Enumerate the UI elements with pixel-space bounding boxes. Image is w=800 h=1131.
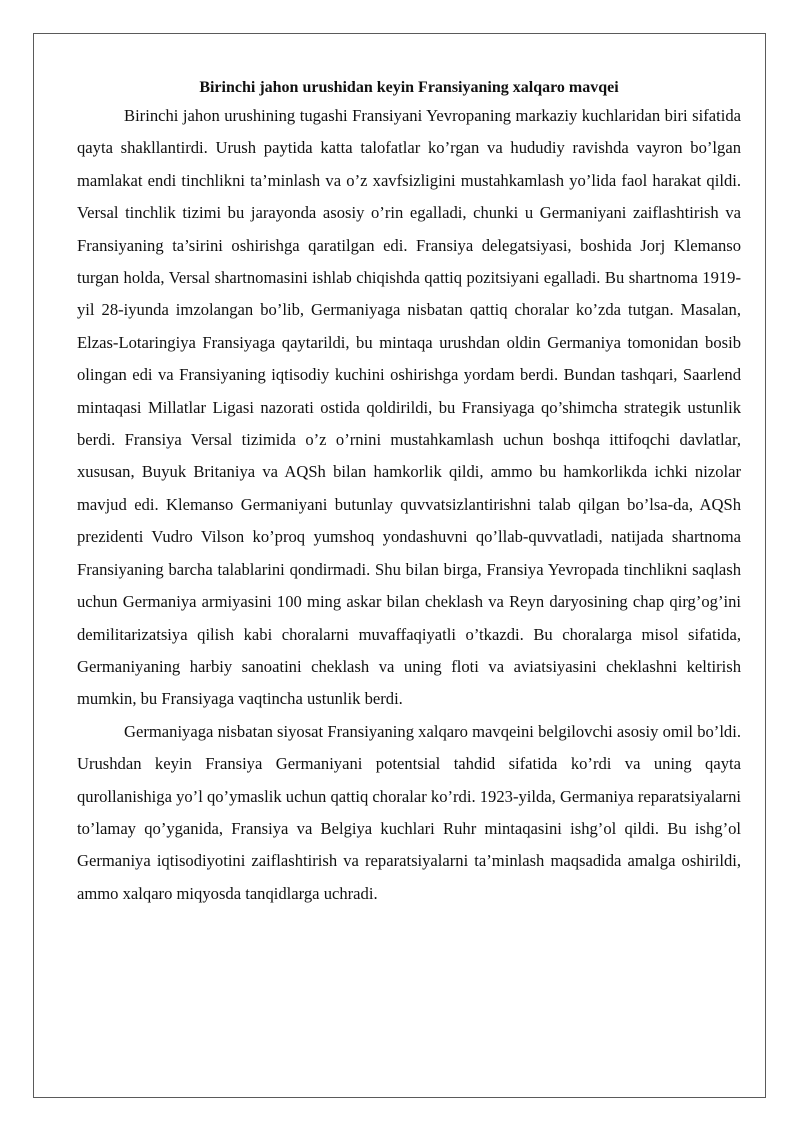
paragraph-2: Germaniyaga nisbatan siyosat Fransiyaning xalqaro mavqeini belgilovchi asosiy omil bo’ldi. Urushdan keyin Fransiya Germaniyani potentsial tahdid sifatida ko’rdi va uning qayta qurollanishiga yo’l qo’ymaslik uchun qattiq choralar ko’rdi. 1923-yilda, Germaniya reparatsiyalarni to’lamay qo’yganida, Fransiya va Belgiya kuchlari Ruhr mintaqasini ishg’ol qildi. Bu ishg’ol Germaniya iqtisodiyotini zaiflashtirish va reparatsiyalarni ta’minlash maqsadida amalga oshirildi, ammo xalqaro miqyosda tanqidlarga uchradi.	[77, 721, 742, 903]
paragraph-1: Birinchi jahon urushining tugashi Fransiyani Yevropaning markaziy kuchlaridan biri sifatida qayta shakllantirdi. Urush paytida katta talofatlar ko’rgan va hududiy ravishda vayron bo’lgan mamlakat endi tinchlikni ta’minlash va o’z xavfsizligini mustahkamlash yo’lida faol harakat qildi. Versal tinchlik tizimi bu jarayonda asosiy o’rin egalladi, chunki u Germaniyani zaiflashtirish va Fransiyaning ta’sirini oshirishga qaratilgan edi. Fransiya delegatsiyasi, boshida Jorj Klemanso turgan holda, Versal shartnomasini ishlab chiqishda qattiq pozitsiyani egalladi. Bu shartnoma 1919-yil 28-iyunda imzolangan bo’lib, Germaniyaga nisbatan qattiq choralar ko’zda tutgan. Masalan, Elzas-Lotaringiya Fransiyaga qaytarildi, bu mintaqa urushdan oldin Germaniya tomonidan bosib olingan edi va Fransiyaning iqtisodiy kuchini oshirishga yordam berdi. Bundan tashqari, Saarlend mintaqasi Millatlar Ligasi nazorati ostida qoldirildi, bu Fransiyaga qo’shimcha strategik ustunlik berdi. Fransiya Versal tizimida o’z o’rnini mustahkamlash uchun boshqa ittifoqchi davlatlar, xususan, Buyuk Britaniya va AQSh bilan hamkorlik qildi, ammo bu hamkorlikda ichki nizolar mavjud edi. Klemanso Germaniyani butunlay quvvatsizlantirishni talab qilgan bo’lsa-da, AQSh prezidenti Vudro Vilson ko’proq yumshoq yondashuvni qo’llab-quvvatladi, natijada shartnoma Fransiyaning barcha talablarini qondirmadi. Shu bilan birga, Fransiya Yevropada tinchlikni saqlash uchun Germaniya armiyasini 100 ming askar bilan cheklash va Reyn daryosining chap qirg’og’ini demilitarizatsiya qilish kabi choralarni muvaffaqiyatli o’tkazdi. Bu choralarga misol sifatida, Germaniyaning harbiy sanoatini cheklash va uning floti va aviatsiyasini cheklashni keltirish mumkin, bu Fransiyaga vaqtincha ustunlik berdi.	[77, 106, 741, 709]
document-body	[77, 76, 741, 910]
document-title: Birinchi jahon urushidan keyin Fransiyaning xalqaro mavqei	[199, 79, 619, 96]
